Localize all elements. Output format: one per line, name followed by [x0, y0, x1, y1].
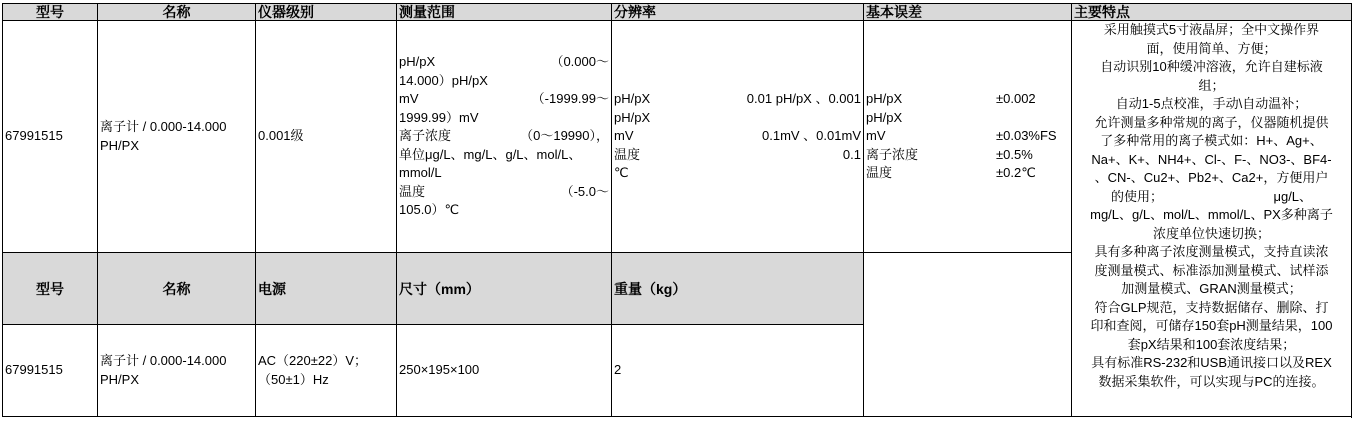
feature-line: 面，使用简单、方便； [1146, 40, 1277, 56]
feature-line: 度测量模式、标准添加测量模式、试样添 [1094, 262, 1329, 278]
spec-sheet [2, 3, 1352, 417]
feature-line: 具有多种离子浓度测量模式，支持直读浓 [1094, 244, 1329, 259]
error-line-value: ±0.002 [996, 91, 1036, 107]
range-line-value: （-5.0～ [560, 183, 609, 199]
cell2-power: AC（220±22）V；（50±1）Hz [256, 325, 397, 417]
resolution-line-value: 0.01 pH/pX 、0.001 [746, 91, 861, 107]
header-error: 基本误差 [864, 4, 1072, 21]
range-line-label: mmol/L [399, 165, 442, 181]
cell2-model: 67991515 [3, 325, 98, 417]
error-line-label: pH/pX [866, 91, 903, 107]
feature-line: 、CN-、Cu2+、Pb2+、Ca2+，方便用户 [1094, 170, 1329, 185]
range-line-label: 温度 [399, 183, 426, 199]
resolution-line [614, 127, 861, 146]
header-name: 名称 [98, 4, 256, 21]
header-grade: 仪器级别 [256, 4, 397, 21]
resolution-line [614, 109, 861, 128]
feature-line: 数据采集软件，可以实现与PC的连接。 [1098, 373, 1325, 389]
header2-name: 名称 [98, 253, 256, 325]
cell-model: 67991515 [3, 21, 98, 253]
resolution-line [614, 146, 861, 165]
cell-error [864, 21, 1072, 253]
range-line-label: mV [399, 91, 419, 107]
range-line-label: 14.000）pH/pX [399, 72, 488, 88]
cell-name: 离子计 / 0.000-14.000 PH/PX [98, 21, 256, 253]
range-line [399, 183, 609, 202]
resolution-line [614, 90, 861, 109]
error-line-value: ±0.5% [996, 146, 1033, 162]
error-line [866, 164, 1069, 183]
range-line-value: （0～19990）， [520, 128, 609, 144]
range-line [399, 127, 609, 146]
range-line-label: 单位μg/L、mg/L、g/L、mol/L、 [399, 146, 582, 162]
cell-blank [864, 253, 1072, 417]
header-range: 测量范围 [397, 4, 612, 21]
resolution-line-value: 0.1mV 、0.01mV [762, 128, 861, 144]
error-line [866, 109, 1069, 128]
error-line [866, 90, 1069, 109]
error-line-value: ±0.2℃ [996, 165, 1036, 181]
feature-line: 组； [1198, 77, 1225, 93]
spec-table [2, 3, 1352, 417]
cell-grade: 0.001级 [256, 21, 397, 253]
feature-line: 自动1-5点校准，手动\自动温补； [1115, 96, 1308, 111]
features-list [1075, 21, 1348, 391]
range-line [399, 53, 609, 72]
resolution-line-label: pH/pX [614, 109, 651, 125]
header2-size: 尺寸（mm） [397, 253, 612, 325]
resolution-line-value: 0.1 [842, 146, 861, 162]
header-resolution: 分辨率 [612, 4, 864, 21]
feature-line: 自动识别10种缓冲溶液，允许自建标液 [1100, 59, 1323, 74]
error-list [866, 90, 1069, 183]
feature-line: 加测量模式、GRAN测量模式； [1121, 281, 1302, 296]
cell2-weight: 2 [612, 325, 864, 417]
feature-line: 具有标准RS-232和USB通讯接口以及REX [1091, 355, 1332, 370]
error-line-label: mV [866, 128, 886, 144]
feature-line: mg/L、g/L、mol/L、mmol/L、PX多种离子 [1090, 207, 1333, 222]
error-line [866, 127, 1069, 146]
feature-line: 的使用； μg/L、 [1110, 188, 1313, 204]
range-line-value: （-1999.99～ [531, 91, 609, 107]
range-line [399, 109, 609, 128]
cell-resolution [612, 21, 864, 253]
feature-line: 允许测量多种常规的离子，仪器随机提供 [1094, 114, 1329, 130]
resolution-line-label: ℃ [614, 165, 629, 181]
cell-range [397, 21, 612, 253]
range-line [399, 72, 609, 91]
feature-line: 了多种常用的离子模式如：H+、Ag+、 [1100, 133, 1323, 148]
range-line-label: 离子浓度 [399, 128, 452, 144]
resolution-list [614, 90, 861, 183]
error-line-label: 离子浓度 [866, 146, 919, 162]
feature-line: 符合GLP规范，支持数据储存、删除、打 [1094, 299, 1329, 315]
resolution-line-label: mV [614, 128, 634, 144]
range-list [399, 53, 609, 220]
feature-line: 印和查阅，可储存150套pH测量结果，100 [1090, 318, 1333, 333]
feature-line: 浓度单位快速切换； [1152, 225, 1270, 241]
resolution-line-label: 温度 [614, 146, 641, 162]
range-line-value: （0.000～ [550, 54, 609, 70]
range-line [399, 164, 609, 183]
header-features: 主要特点 [1072, 4, 1352, 21]
resolution-line [614, 164, 861, 183]
range-line [399, 201, 609, 220]
error-line-value: ±0.03%FS [996, 128, 1057, 144]
range-line-label: 1999.99）mV [399, 109, 479, 125]
header2-weight: 重量（kg） [612, 253, 864, 325]
error-line [866, 146, 1069, 165]
header2-model: 型号 [3, 253, 98, 325]
header-model: 型号 [3, 4, 98, 21]
range-line [399, 90, 609, 109]
range-line-label: 105.0）℃ [399, 202, 460, 218]
range-line-label: pH/pX [399, 54, 436, 70]
cell2-name: 离子计 / 0.000-14.000 PH/PX [98, 325, 256, 417]
resolution-line-label: pH/pX [614, 91, 651, 107]
feature-line: 套pX结果和100套浓度结果； [1127, 336, 1296, 352]
cell-features [1072, 21, 1352, 417]
error-line-label: 温度 [866, 165, 893, 181]
range-line [399, 146, 609, 165]
feature-line: 采用触摸式5寸液晶屏；全中文操作界 [1103, 22, 1320, 37]
header2-power: 电源 [256, 253, 397, 325]
feature-line: Na+、K+、NH4+、Cl-、F-、NO3-、BF4- [1091, 151, 1332, 167]
cell2-size: 250×195×100 [397, 325, 612, 417]
error-line-label: pH/pX [866, 109, 903, 125]
